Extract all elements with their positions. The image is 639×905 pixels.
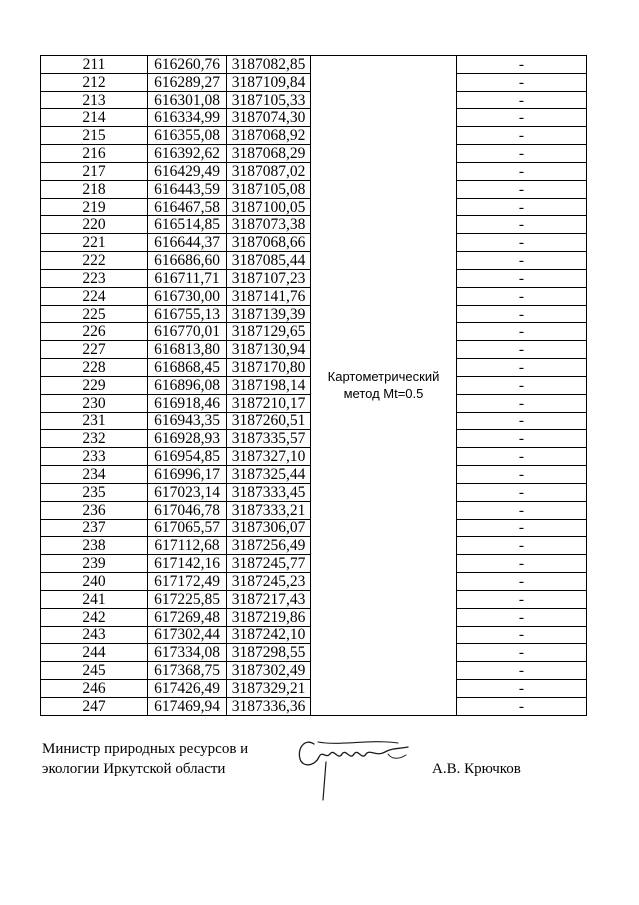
value-cell: -	[457, 590, 587, 608]
signatory-name: А.В. Крючков	[432, 761, 521, 777]
value-cell: -	[457, 91, 587, 109]
signatory-position-line2: экологии Иркутской области	[42, 761, 226, 777]
point-number-cell: 211	[41, 56, 148, 74]
point-number-cell: 231	[41, 412, 148, 430]
value-cell: -	[457, 626, 587, 644]
point-number-cell: 238	[41, 537, 148, 555]
x-coordinate-cell: 616392,62	[148, 145, 227, 163]
x-coordinate-cell: 616954,85	[148, 448, 227, 466]
value-cell: -	[457, 73, 587, 91]
y-coordinate-cell: 3187327,10	[227, 448, 311, 466]
point-number-cell: 216	[41, 145, 148, 163]
point-number-cell: 215	[41, 127, 148, 145]
point-number-cell: 243	[41, 626, 148, 644]
x-coordinate-cell: 617368,75	[148, 662, 227, 680]
coordinates-table	[40, 55, 587, 716]
y-coordinate-cell: 3187336,36	[227, 697, 311, 715]
y-coordinate-cell: 3187298,55	[227, 644, 311, 662]
y-coordinate-cell: 3187130,94	[227, 341, 311, 359]
point-number-cell: 235	[41, 483, 148, 501]
value-cell: -	[457, 359, 587, 377]
x-coordinate-cell: 617142,16	[148, 555, 227, 573]
x-coordinate-cell: 616429,49	[148, 162, 227, 180]
point-number-cell: 223	[41, 269, 148, 287]
y-coordinate-cell: 3187245,23	[227, 573, 311, 591]
y-coordinate-cell: 3187170,80	[227, 359, 311, 377]
y-coordinate-cell: 3187073,38	[227, 216, 311, 234]
y-coordinate-cell: 3187256,49	[227, 537, 311, 555]
x-coordinate-cell: 617302,44	[148, 626, 227, 644]
x-coordinate-cell: 616514,85	[148, 216, 227, 234]
point-number-cell: 232	[41, 430, 148, 448]
y-coordinate-cell: 3187219,86	[227, 608, 311, 626]
point-number-cell: 246	[41, 679, 148, 697]
x-coordinate-cell: 616896,08	[148, 376, 227, 394]
x-coordinate-cell: 616686,60	[148, 252, 227, 270]
value-cell: -	[457, 127, 587, 145]
y-coordinate-cell: 3187068,29	[227, 145, 311, 163]
point-number-cell: 220	[41, 216, 148, 234]
x-coordinate-cell: 616334,99	[148, 109, 227, 127]
value-cell: -	[457, 180, 587, 198]
x-coordinate-cell: 617112,68	[148, 537, 227, 555]
x-coordinate-cell: 616260,76	[148, 56, 227, 74]
y-coordinate-cell: 3187325,44	[227, 466, 311, 484]
signatory-position-line1: Министр природных ресурсов и	[42, 741, 249, 757]
value-cell: -	[457, 252, 587, 270]
point-number-cell: 240	[41, 573, 148, 591]
value-cell: -	[457, 412, 587, 430]
x-coordinate-cell: 616928,93	[148, 430, 227, 448]
value-cell: -	[457, 537, 587, 555]
x-coordinate-cell: 616943,35	[148, 412, 227, 430]
y-coordinate-cell: 3187329,21	[227, 679, 311, 697]
x-coordinate-cell: 616868,45	[148, 359, 227, 377]
method-cell	[311, 56, 457, 716]
x-coordinate-cell: 617046,78	[148, 501, 227, 519]
y-coordinate-cell: 3187210,17	[227, 394, 311, 412]
y-coordinate-cell: 3187245,77	[227, 555, 311, 573]
y-coordinate-cell: 3187141,76	[227, 287, 311, 305]
y-coordinate-cell: 3187109,84	[227, 73, 311, 91]
point-number-cell: 222	[41, 252, 148, 270]
value-cell: -	[457, 269, 587, 287]
value-cell: -	[457, 466, 587, 484]
point-number-cell: 228	[41, 359, 148, 377]
x-coordinate-cell: 616730,00	[148, 287, 227, 305]
value-cell: -	[457, 394, 587, 412]
x-coordinate-cell: 616443,59	[148, 180, 227, 198]
point-number-cell: 226	[41, 323, 148, 341]
y-coordinate-cell: 3187087,02	[227, 162, 311, 180]
value-cell: -	[457, 519, 587, 537]
value-cell: -	[457, 555, 587, 573]
signature	[288, 732, 418, 806]
x-coordinate-cell: 616355,08	[148, 127, 227, 145]
y-coordinate-cell: 3187082,85	[227, 56, 311, 74]
point-number-cell: 239	[41, 555, 148, 573]
y-coordinate-cell: 3187129,65	[227, 323, 311, 341]
point-number-cell: 227	[41, 341, 148, 359]
y-coordinate-cell: 3187105,33	[227, 91, 311, 109]
y-coordinate-cell: 3187105,08	[227, 180, 311, 198]
value-cell: -	[457, 501, 587, 519]
value-cell: -	[457, 662, 587, 680]
point-number-cell: 217	[41, 162, 148, 180]
x-coordinate-cell: 616644,37	[148, 234, 227, 252]
value-cell: -	[457, 573, 587, 591]
point-number-cell: 218	[41, 180, 148, 198]
method-label-line1: Картометрический	[327, 369, 440, 385]
point-number-cell: 214	[41, 109, 148, 127]
value-cell: -	[457, 376, 587, 394]
value-cell: -	[457, 323, 587, 341]
point-number-cell: 242	[41, 608, 148, 626]
point-number-cell: 247	[41, 697, 148, 715]
value-cell: -	[457, 679, 587, 697]
y-coordinate-cell: 3187074,30	[227, 109, 311, 127]
y-coordinate-cell: 3187333,45	[227, 483, 311, 501]
point-number-cell: 212	[41, 73, 148, 91]
x-coordinate-cell: 617065,57	[148, 519, 227, 537]
point-number-cell: 213	[41, 91, 148, 109]
x-coordinate-cell: 616996,17	[148, 466, 227, 484]
y-coordinate-cell: 3187068,66	[227, 234, 311, 252]
y-coordinate-cell: 3187242,10	[227, 626, 311, 644]
x-coordinate-cell: 616755,13	[148, 305, 227, 323]
point-number-cell: 230	[41, 394, 148, 412]
point-number-cell: 225	[41, 305, 148, 323]
table-row	[41, 56, 587, 74]
x-coordinate-cell: 616813,80	[148, 341, 227, 359]
value-cell: -	[457, 608, 587, 626]
point-number-cell: 221	[41, 234, 148, 252]
y-coordinate-cell: 3187306,07	[227, 519, 311, 537]
y-coordinate-cell: 3187333,21	[227, 501, 311, 519]
point-number-cell: 219	[41, 198, 148, 216]
value-cell: -	[457, 483, 587, 501]
value-cell: -	[457, 644, 587, 662]
point-number-cell: 237	[41, 519, 148, 537]
value-cell: -	[457, 234, 587, 252]
value-cell: -	[457, 341, 587, 359]
value-cell: -	[457, 448, 587, 466]
value-cell: -	[457, 145, 587, 163]
x-coordinate-cell: 617426,49	[148, 679, 227, 697]
x-coordinate-cell: 616711,71	[148, 269, 227, 287]
y-coordinate-cell: 3187068,92	[227, 127, 311, 145]
value-cell: -	[457, 56, 587, 74]
value-cell: -	[457, 109, 587, 127]
point-number-cell: 236	[41, 501, 148, 519]
x-coordinate-cell: 616301,08	[148, 91, 227, 109]
x-coordinate-cell: 617172,49	[148, 573, 227, 591]
y-coordinate-cell: 3187260,51	[227, 412, 311, 430]
value-cell: -	[457, 305, 587, 323]
y-coordinate-cell: 3187085,44	[227, 252, 311, 270]
x-coordinate-cell: 616918,46	[148, 394, 227, 412]
y-coordinate-cell: 3187335,57	[227, 430, 311, 448]
x-coordinate-cell: 617225,85	[148, 590, 227, 608]
value-cell: -	[457, 430, 587, 448]
x-coordinate-cell: 617269,48	[148, 608, 227, 626]
coordinates-table-body	[41, 56, 587, 716]
point-number-cell: 245	[41, 662, 148, 680]
y-coordinate-cell: 3187302,49	[227, 662, 311, 680]
value-cell: -	[457, 162, 587, 180]
value-cell: -	[457, 697, 587, 715]
point-number-cell: 224	[41, 287, 148, 305]
value-cell: -	[457, 287, 587, 305]
point-number-cell: 229	[41, 376, 148, 394]
x-coordinate-cell: 617469,94	[148, 697, 227, 715]
method-label-line2: метод Mt=0.5	[343, 386, 424, 402]
point-number-cell: 233	[41, 448, 148, 466]
x-coordinate-cell: 617023,14	[148, 483, 227, 501]
point-number-cell: 244	[41, 644, 148, 662]
value-cell: -	[457, 198, 587, 216]
value-cell: -	[457, 216, 587, 234]
y-coordinate-cell: 3187139,39	[227, 305, 311, 323]
x-coordinate-cell: 616467,58	[148, 198, 227, 216]
y-coordinate-cell: 3187217,43	[227, 590, 311, 608]
y-coordinate-cell: 3187100,05	[227, 198, 311, 216]
x-coordinate-cell: 616289,27	[148, 73, 227, 91]
x-coordinate-cell: 616770,01	[148, 323, 227, 341]
point-number-cell: 234	[41, 466, 148, 484]
y-coordinate-cell: 3187198,14	[227, 376, 311, 394]
x-coordinate-cell: 617334,08	[148, 644, 227, 662]
y-coordinate-cell: 3187107,23	[227, 269, 311, 287]
point-number-cell: 241	[41, 590, 148, 608]
